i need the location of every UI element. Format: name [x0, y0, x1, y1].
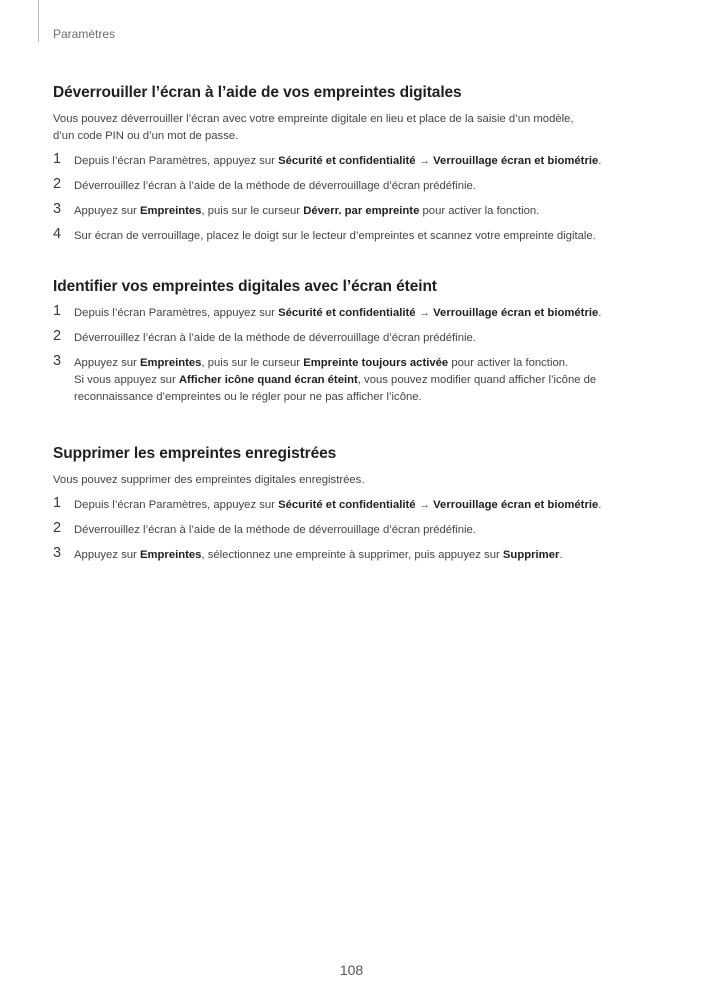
- section-screen-off-fingerprint: [53, 278, 663, 414]
- step-item: 3 Appuyez sur Empreintes, puis sur le curseur Empreinte toujours activée pour activer la fonction. Si vous appuyez sur Afficher icône quand écran éteint, vous pouvez modifier quand afficher l’icône de reconnaissance d’empreintes ou le régler pour ne pas afficher l’icône.: [53, 353, 597, 403]
- ui-path-label: Sécurité et confidentialité: [278, 307, 416, 319]
- step-item: 4 Sur écran de verrouillage, placez le doigt sur le lecteur d’empreintes et scannez votre empreinte digitale.: [53, 226, 596, 242]
- step-number: 3: [53, 201, 62, 217]
- steps-list: [53, 497, 663, 564]
- step-number: 2: [53, 520, 62, 536]
- ui-path-label: Verrouillage écran et biométrie: [433, 307, 599, 319]
- ui-path-label: Sécurité et confidentialité: [278, 155, 416, 167]
- ui-path-label: Empreintes: [139, 549, 202, 561]
- section-intro: Vous pouvez supprimer des empreintes digitales enregistrées.: [53, 474, 365, 486]
- section-unlock-fingerprint: [53, 84, 663, 253]
- step-item: 2 Déverrouillez l’écran à l’aide de la méthode de déverrouillage d’écran prédéfinie.: [53, 176, 476, 192]
- step-number: 3: [53, 545, 62, 561]
- steps-list: [53, 153, 663, 245]
- ui-path-label: Verrouillage écran et biométrie: [433, 499, 599, 511]
- step-item: 3 Appuyez sur Empreintes, sélectionnez une empreinte à supprimer, puis appuyez sur Supprimer.: [53, 545, 563, 561]
- section-title: Supprimer les empreintes enregistrées: [53, 445, 337, 462]
- step-item: 1 Depuis l’écran Paramètres, appuyez sur Sécurité et confidentialité → Verrouillage écran et biométrie.: [53, 495, 602, 511]
- step-item: 2 Déverrouillez l’écran à l’aide de la méthode de déverrouillage d’écran prédéfinie.: [53, 520, 476, 536]
- ui-path-label: Déverr. par empreinte: [303, 205, 420, 217]
- ui-path-label: Afficher icône quand écran éteint: [178, 374, 358, 386]
- step-number: 2: [53, 176, 62, 192]
- section-delete-fingerprints: [53, 445, 663, 572]
- header-divider: [38, 0, 39, 42]
- step-number: 1: [53, 495, 62, 511]
- step-number: 1: [53, 151, 62, 167]
- step-item: 2 Déverrouillez l’écran à l’aide de la méthode de déverrouillage d’écran prédéfinie.: [53, 328, 476, 344]
- step-number: 3: [53, 353, 62, 369]
- step-number: 4: [53, 226, 62, 242]
- ui-path-label: Verrouillage écran et biométrie: [433, 155, 599, 167]
- step-item: 1 Depuis l’écran Paramètres, appuyez sur Sécurité et confidentialité → Verrouillage écran et biométrie.: [53, 303, 602, 319]
- ui-path-label: Empreintes: [139, 205, 202, 217]
- step-number: 2: [53, 328, 62, 344]
- header-section-label: Paramètres: [53, 27, 116, 41]
- section-intro: Vous pouvez déverrouiller l’écran avec votre empreinte digitale en lieu et place de la saisie d’un modèle, d’un code PIN ou d’un mot de passe.: [53, 113, 574, 142]
- ui-path-label: Sécurité et confidentialité: [278, 499, 416, 511]
- ui-path-label: Empreintes: [139, 357, 202, 369]
- section-title: Identifier vos empreintes digitales avec l’écran éteint: [53, 278, 437, 295]
- ui-path-label: Empreinte toujours activée: [303, 357, 449, 369]
- step-item: 1 Depuis l’écran Paramètres, appuyez sur Sécurité et confidentialité → Verrouillage écran et biométrie.: [53, 151, 602, 167]
- page-number: 108: [339, 962, 364, 978]
- step-number: 1: [53, 303, 62, 319]
- step-item: 3 Appuyez sur Empreintes, puis sur le curseur Déverr. par empreinte pour activer la fonction.: [53, 201, 540, 217]
- section-title: Déverrouiller l’écran à l’aide de vos empreintes digitales: [53, 84, 462, 101]
- ui-path-label: Supprimer: [502, 549, 560, 561]
- steps-list: [53, 305, 663, 406]
